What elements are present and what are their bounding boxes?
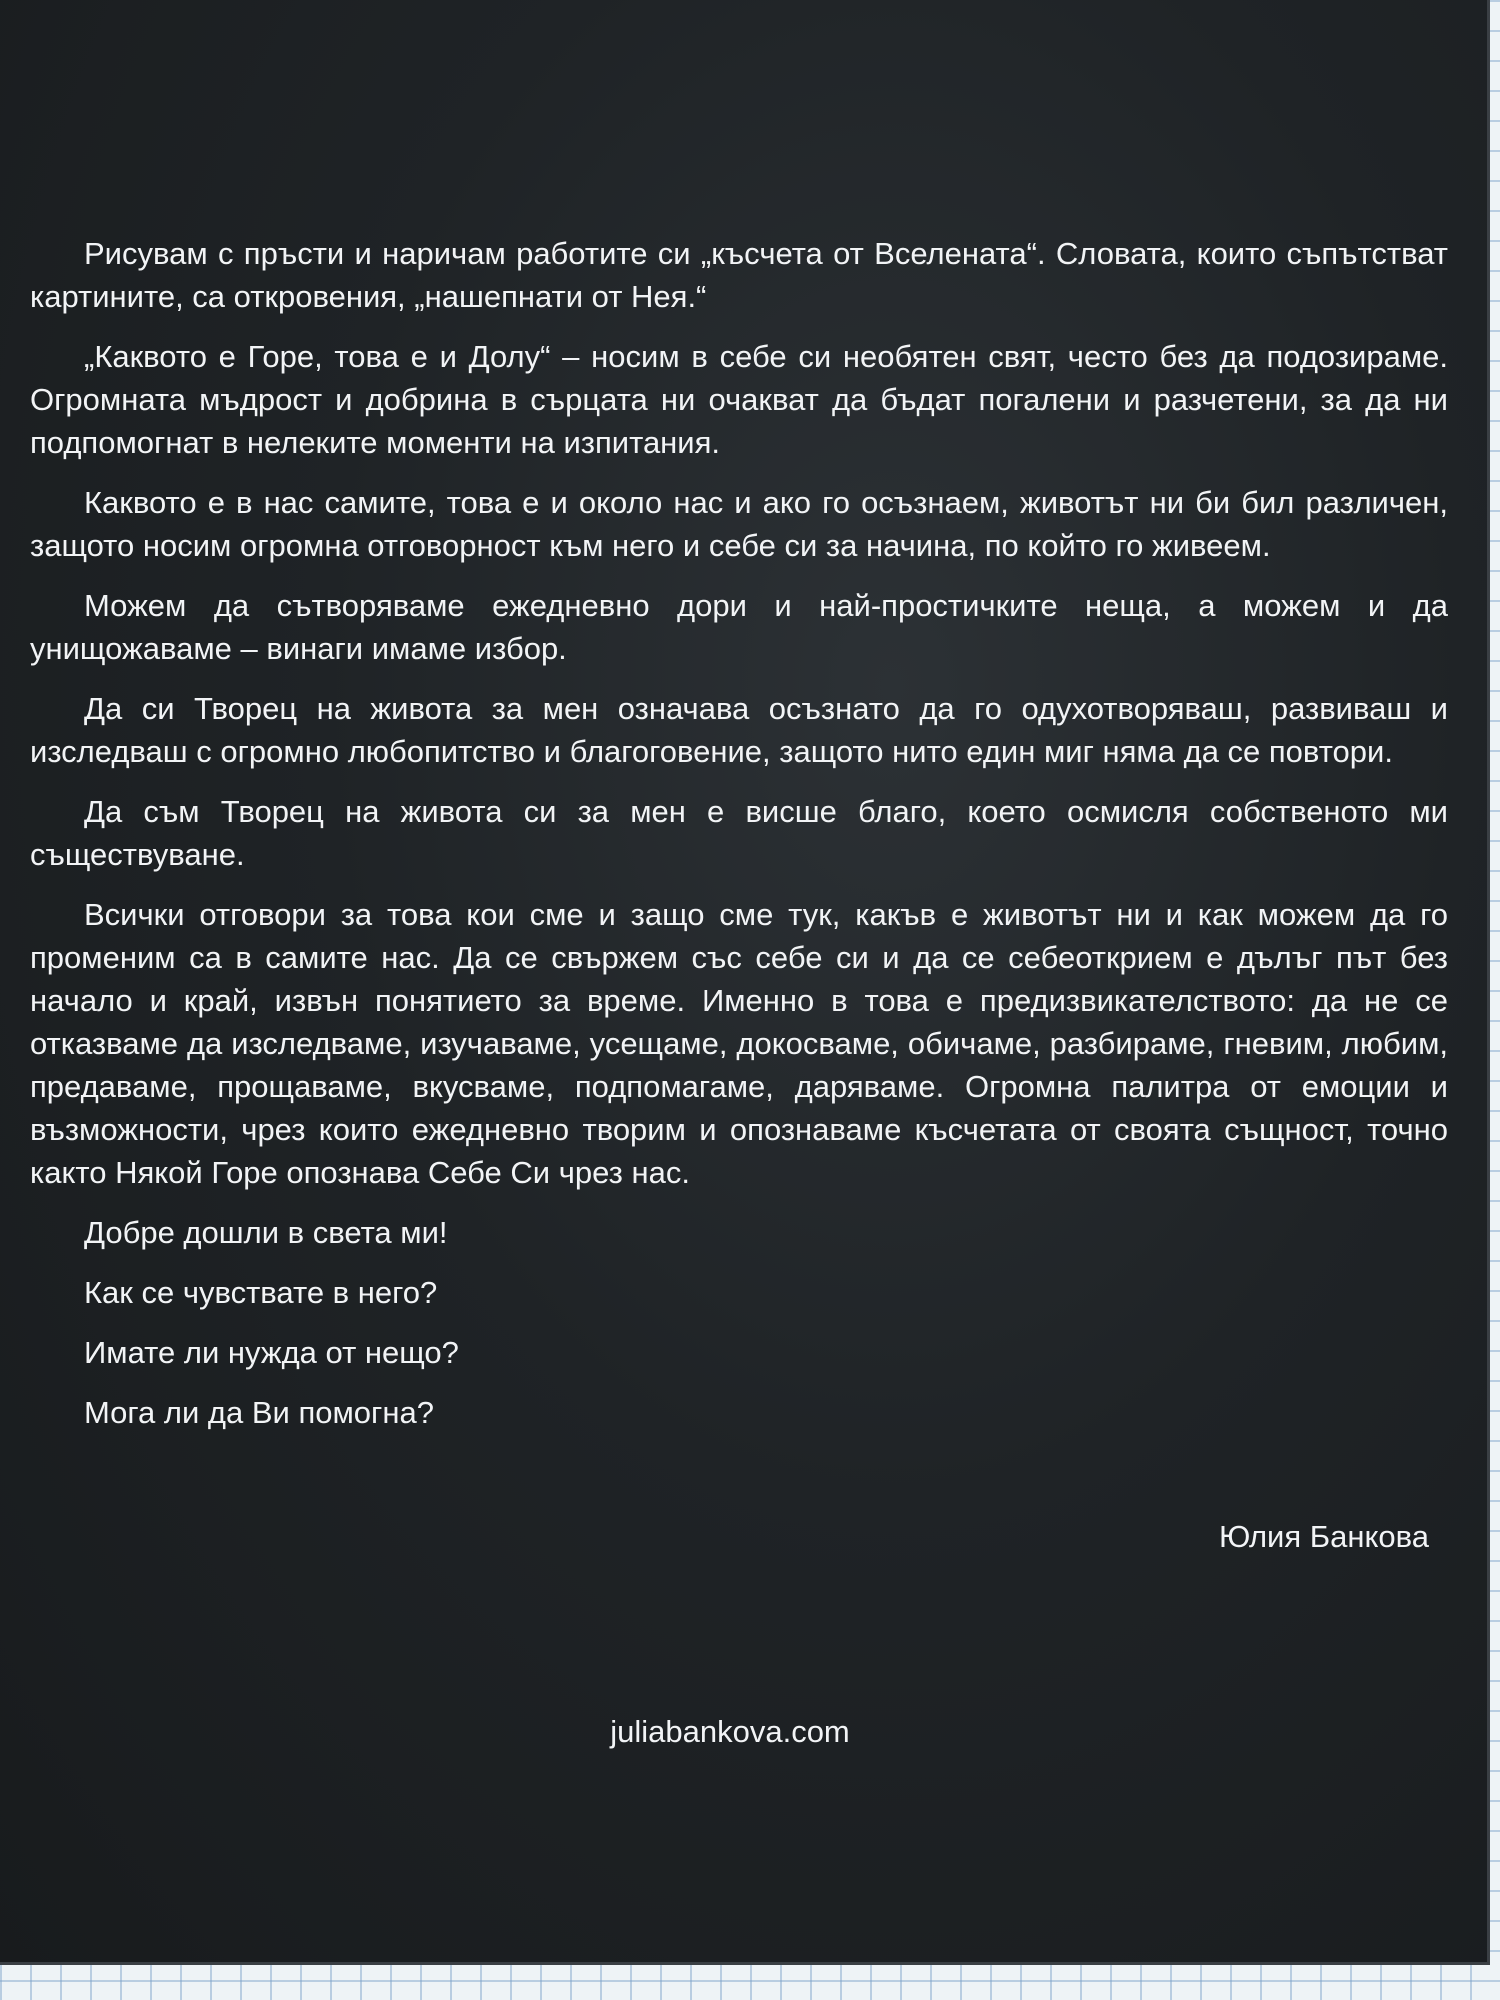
paragraph-4: Можем да сътворяваме ежедневно дори и най-простичките неща, а можем и да унищожаваме – винаги имаме избор.	[30, 588, 1448, 666]
author-signature: Юлия Банкова	[1219, 1519, 1429, 1554]
paragraph-6: Да съм Творец на живота си за мен е висше благо, което осмисля собственото ми съществуване.	[30, 794, 1448, 872]
closing-line-need: Имате ли нужда от нещо?	[84, 1335, 459, 1370]
closing-line-feeling: Как се чувствате в него?	[84, 1275, 438, 1310]
cover-text-block	[30, 232, 1448, 1451]
website-link[interactable]: juliabankova.com	[610, 1714, 850, 1749]
paragraph-2: „Каквото е Горе, това е и Долу“ – носим в себе си необятен свят, често без да подозираме. Огромната мъдрост и добрина в сърцата ни очакват да бъдат погалени и разчетени, за да ни подпомогнат в нелеките моменти на изпитания.	[30, 339, 1448, 460]
closing-line-help: Мога ли да Ви помогна?	[84, 1395, 434, 1430]
paragraph-7: Всички отговори за това кои сме и защо сме тук, какъв е животът ни и как можем да го променим са в самите нас. Да се свържем със себе си и да се себеоткрием е дълъг път без начало и край, извън понятието за време. Именно в това е предизвикателството: да не се отказваме да изследваме, изучаваме, усещаме, докосваме, обичаме, разбираме, гневим, любим, предаваме, прощаваме, вкусваме, подпомагаме, даряваме. Огромна палитра от емоции и възможности, чрез които ежедневно творим и опознаваме късчетата от своята същност, точно както Някой Горе опознава Себе Си чрез нас.	[30, 897, 1448, 1190]
paragraph-5: Да си Творец на живота за мен означава осъзнато да го одухотворяваш, развиваш и изследваш с огромно любопитство и благоговение, защото нито един миг няма да се повтори.	[30, 691, 1448, 769]
paragraph-3: Каквото е в нас самите, това е и около нас и ако го осъзнаем, животът ни би бил различен, защото носим огромна отговорност към него и себе си за начина, по който го живеем.	[30, 485, 1448, 563]
paragraph-1: Рисувам с пръсти и наричам работите си „късчета от Вселената“. Словата, които съпътстват картините, са откровения, „нашепнати от Нея.“	[30, 236, 1448, 314]
closing-line-welcome: Добре дошли в света ми!	[84, 1215, 448, 1250]
